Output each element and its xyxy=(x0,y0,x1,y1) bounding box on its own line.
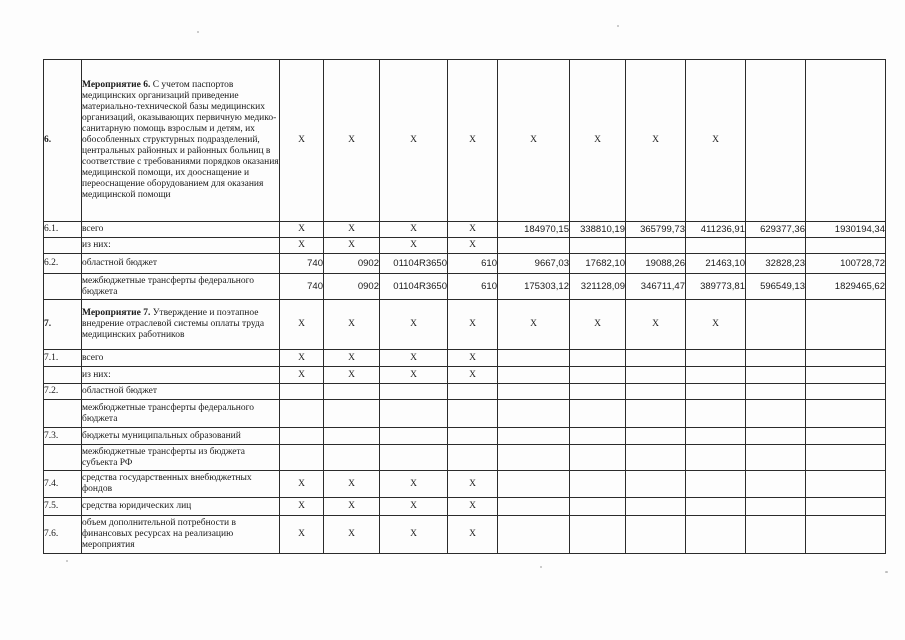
table-cell: X xyxy=(626,300,686,350)
budget-table xyxy=(43,59,886,554)
table-cell: 411236,91 xyxy=(686,222,746,238)
table-cell xyxy=(280,428,324,445)
row-description: средства государственных внебюджетных фондов xyxy=(82,471,280,498)
table-cell: 1829465,62 xyxy=(806,274,886,300)
table-cell: 610 xyxy=(448,254,498,274)
table-cell: X xyxy=(380,471,448,498)
row-description: бюджеты муниципальных образований xyxy=(82,428,280,445)
table-cell xyxy=(806,471,886,498)
table-cell: X xyxy=(324,300,380,350)
table-cell xyxy=(686,498,746,516)
table-cell xyxy=(686,445,746,471)
table-row xyxy=(44,274,886,300)
row-number xyxy=(44,445,82,471)
table-cell xyxy=(570,516,626,554)
table-cell: X xyxy=(448,498,498,516)
table-cell: 346711,47 xyxy=(626,274,686,300)
table-cell xyxy=(806,400,886,428)
table-cell xyxy=(498,384,570,400)
row-number: 7.4. xyxy=(44,471,82,498)
table-row xyxy=(44,238,886,254)
row-number: 7.2. xyxy=(44,384,82,400)
table-cell: X xyxy=(448,300,498,350)
table-row xyxy=(44,384,886,400)
table-cell: X xyxy=(380,367,448,384)
table-cell xyxy=(686,400,746,428)
table-cell xyxy=(498,428,570,445)
table-cell: X xyxy=(380,498,448,516)
table-cell xyxy=(626,367,686,384)
scan-speck xyxy=(66,560,68,562)
table-cell: 740 xyxy=(280,254,324,274)
table-cell: 9667,03 xyxy=(498,254,570,274)
row-description: объем дополнительной потребности в финансовых ресурсах на реализацию мероприятия xyxy=(82,516,280,554)
table-cell xyxy=(448,384,498,400)
table-cell xyxy=(626,516,686,554)
table-cell xyxy=(806,60,886,222)
table-cell: 610 xyxy=(448,274,498,300)
table-cell xyxy=(280,400,324,428)
table-cell xyxy=(570,350,626,367)
table-cell xyxy=(626,400,686,428)
table-cell: X xyxy=(324,238,380,254)
table-cell xyxy=(626,238,686,254)
table-cell xyxy=(806,350,886,367)
table-cell: 17682,10 xyxy=(570,254,626,274)
table-cell: 629377,36 xyxy=(746,222,806,238)
table-cell xyxy=(498,471,570,498)
table-cell xyxy=(626,445,686,471)
table-cell: X xyxy=(280,471,324,498)
table-cell xyxy=(746,498,806,516)
table-cell: X xyxy=(324,516,380,554)
table-cell xyxy=(686,428,746,445)
table-cell: X xyxy=(380,516,448,554)
table-cell: X xyxy=(280,238,324,254)
row-description: областной бюджет xyxy=(82,384,280,400)
scan-speck xyxy=(197,31,199,33)
table-cell: 01104R3650 xyxy=(380,254,448,274)
table-cell xyxy=(806,498,886,516)
table-cell xyxy=(380,384,448,400)
table-cell xyxy=(280,445,324,471)
table-cell: X xyxy=(280,350,324,367)
table-cell: X xyxy=(448,367,498,384)
table-cell: 321128,09 xyxy=(570,274,626,300)
row-number xyxy=(44,400,82,428)
table-cell xyxy=(626,384,686,400)
table-cell xyxy=(280,384,324,400)
table-cell xyxy=(570,471,626,498)
table-cell xyxy=(806,367,886,384)
table-cell xyxy=(498,350,570,367)
row-number: 6.1. xyxy=(44,222,82,238)
table-cell: X xyxy=(280,498,324,516)
table-cell xyxy=(806,300,886,350)
row-description: межбюджетные трансферты из бюджета субъекта РФ xyxy=(82,445,280,471)
table-cell: X xyxy=(280,516,324,554)
table-cell xyxy=(686,471,746,498)
table-row xyxy=(44,222,886,238)
table-cell: X xyxy=(324,60,380,222)
table-cell: 19088,26 xyxy=(626,254,686,274)
table-cell xyxy=(448,400,498,428)
table-cell xyxy=(686,350,746,367)
row-description: из них: xyxy=(82,367,280,384)
table-cell xyxy=(570,428,626,445)
row-description xyxy=(82,300,280,350)
measure-title: Мероприятие 6. xyxy=(82,80,151,90)
table-cell xyxy=(570,384,626,400)
table-cell: X xyxy=(570,60,626,222)
row-number xyxy=(44,274,82,300)
scan-speck xyxy=(885,571,888,573)
table-cell xyxy=(498,516,570,554)
table-cell: X xyxy=(324,367,380,384)
table-cell xyxy=(380,428,448,445)
table-row xyxy=(44,516,886,554)
scan-speck xyxy=(540,566,542,568)
table-cell xyxy=(806,384,886,400)
table-cell: X xyxy=(380,350,448,367)
table-cell xyxy=(626,471,686,498)
row-description: межбюджетные трансферты федерального бюджета xyxy=(82,400,280,428)
table-cell xyxy=(626,350,686,367)
row-number xyxy=(44,367,82,384)
table-cell: X xyxy=(280,60,324,222)
table-cell: X xyxy=(448,516,498,554)
row-number: 6.2. xyxy=(44,254,82,274)
table-cell: X xyxy=(324,350,380,367)
table-cell xyxy=(380,400,448,428)
table-cell xyxy=(570,445,626,471)
row-number: 7.5. xyxy=(44,498,82,516)
measure-text: Утверждение и поэтапное внедрение отраслевой системы оплаты труда медицинских работников xyxy=(82,308,265,340)
table-cell xyxy=(746,384,806,400)
table-cell xyxy=(806,238,886,254)
row-description: средства юридических лиц xyxy=(82,498,280,516)
table-row xyxy=(44,254,886,274)
measure-text: С учетом паспортов медицинских организаций приведение материально-технической базы медицинских организаций, оказывающих первичную медико-санитарную помощь взрослым и детям, их обособленных структурных подразделений, центральных районных и районных больниц в соответствие с требованиями порядков оказания медицинской помощи, их дооснащение и переоснащение оборудованием для оказания медицинской помощи xyxy=(82,80,279,200)
table-cell xyxy=(746,300,806,350)
table-cell xyxy=(746,516,806,554)
table-cell: X xyxy=(448,60,498,222)
table-cell: X xyxy=(498,60,570,222)
table-cell xyxy=(324,428,380,445)
table-cell: X xyxy=(380,60,448,222)
table-cell xyxy=(498,498,570,516)
table-cell: X xyxy=(498,300,570,350)
table-cell: X xyxy=(626,60,686,222)
table-cell xyxy=(806,516,886,554)
table-row xyxy=(44,60,886,222)
table-row xyxy=(44,498,886,516)
table-cell xyxy=(686,384,746,400)
table-cell xyxy=(498,238,570,254)
table-cell xyxy=(498,367,570,384)
table-cell xyxy=(806,445,886,471)
table-cell xyxy=(324,400,380,428)
table-row xyxy=(44,428,886,445)
measure-title: Мероприятие 7. xyxy=(82,308,151,318)
table-cell: 184970,15 xyxy=(498,222,570,238)
row-number: 7. xyxy=(44,300,82,350)
table-cell xyxy=(746,471,806,498)
table-cell: X xyxy=(448,471,498,498)
row-description: всего xyxy=(82,222,280,238)
table-cell: X xyxy=(448,238,498,254)
table-cell xyxy=(686,516,746,554)
table-row xyxy=(44,367,886,384)
table-row xyxy=(44,445,886,471)
table-cell: 100728,72 xyxy=(806,254,886,274)
table-cell xyxy=(570,400,626,428)
table-cell: 0902 xyxy=(324,254,380,274)
table-cell: 01104R3650 xyxy=(380,274,448,300)
table-cell xyxy=(746,445,806,471)
table-cell xyxy=(746,400,806,428)
table-cell: X xyxy=(570,300,626,350)
table-cell: 338810,19 xyxy=(570,222,626,238)
table-cell: X xyxy=(380,300,448,350)
table-cell xyxy=(746,238,806,254)
table-cell xyxy=(686,238,746,254)
table-cell: X xyxy=(686,60,746,222)
table-cell: 740 xyxy=(280,274,324,300)
table-cell: 365799,73 xyxy=(626,222,686,238)
table-cell: X xyxy=(280,300,324,350)
table-cell: 389773,81 xyxy=(686,274,746,300)
table-cell xyxy=(448,428,498,445)
table-cell: 596549,13 xyxy=(746,274,806,300)
row-description: областной бюджет xyxy=(82,254,280,274)
table-cell xyxy=(626,498,686,516)
table-cell xyxy=(448,445,498,471)
table-cell xyxy=(570,367,626,384)
table-cell: X xyxy=(448,222,498,238)
table-cell: 21463,10 xyxy=(686,254,746,274)
row-number: 6. xyxy=(44,60,82,222)
table-cell xyxy=(324,384,380,400)
row-number xyxy=(44,238,82,254)
table-cell: X xyxy=(324,222,380,238)
table-cell xyxy=(380,445,448,471)
table-cell xyxy=(746,428,806,445)
table-cell: 32828,23 xyxy=(746,254,806,274)
table-cell xyxy=(746,350,806,367)
row-description xyxy=(82,60,280,222)
table-row xyxy=(44,400,886,428)
row-description: межбюджетные трансферты федерального бюджета xyxy=(82,274,280,300)
table-cell: X xyxy=(324,498,380,516)
table-cell: X xyxy=(280,222,324,238)
table-cell: X xyxy=(380,222,448,238)
table-cell xyxy=(324,445,380,471)
table-cell xyxy=(498,400,570,428)
table-cell: X xyxy=(280,367,324,384)
row-number: 7.3. xyxy=(44,428,82,445)
table-cell xyxy=(626,428,686,445)
row-description: всего xyxy=(82,350,280,367)
table-cell xyxy=(686,367,746,384)
row-number: 7.6. xyxy=(44,516,82,554)
table-row xyxy=(44,300,886,350)
table-cell: 1930194,34 xyxy=(806,222,886,238)
table-cell xyxy=(806,428,886,445)
table-cell: X xyxy=(686,300,746,350)
table-cell: X xyxy=(324,471,380,498)
table-row xyxy=(44,350,886,367)
table-cell xyxy=(746,367,806,384)
table-cell xyxy=(746,60,806,222)
table-cell: 0902 xyxy=(324,274,380,300)
table-cell: 175303,12 xyxy=(498,274,570,300)
table-cell: X xyxy=(380,238,448,254)
row-description: из них: xyxy=(82,238,280,254)
row-number: 7.1. xyxy=(44,350,82,367)
table-row xyxy=(44,471,886,498)
table-cell xyxy=(570,498,626,516)
table-cell xyxy=(498,445,570,471)
table-cell xyxy=(570,238,626,254)
scan-speck xyxy=(617,25,619,27)
table-cell: X xyxy=(448,350,498,367)
